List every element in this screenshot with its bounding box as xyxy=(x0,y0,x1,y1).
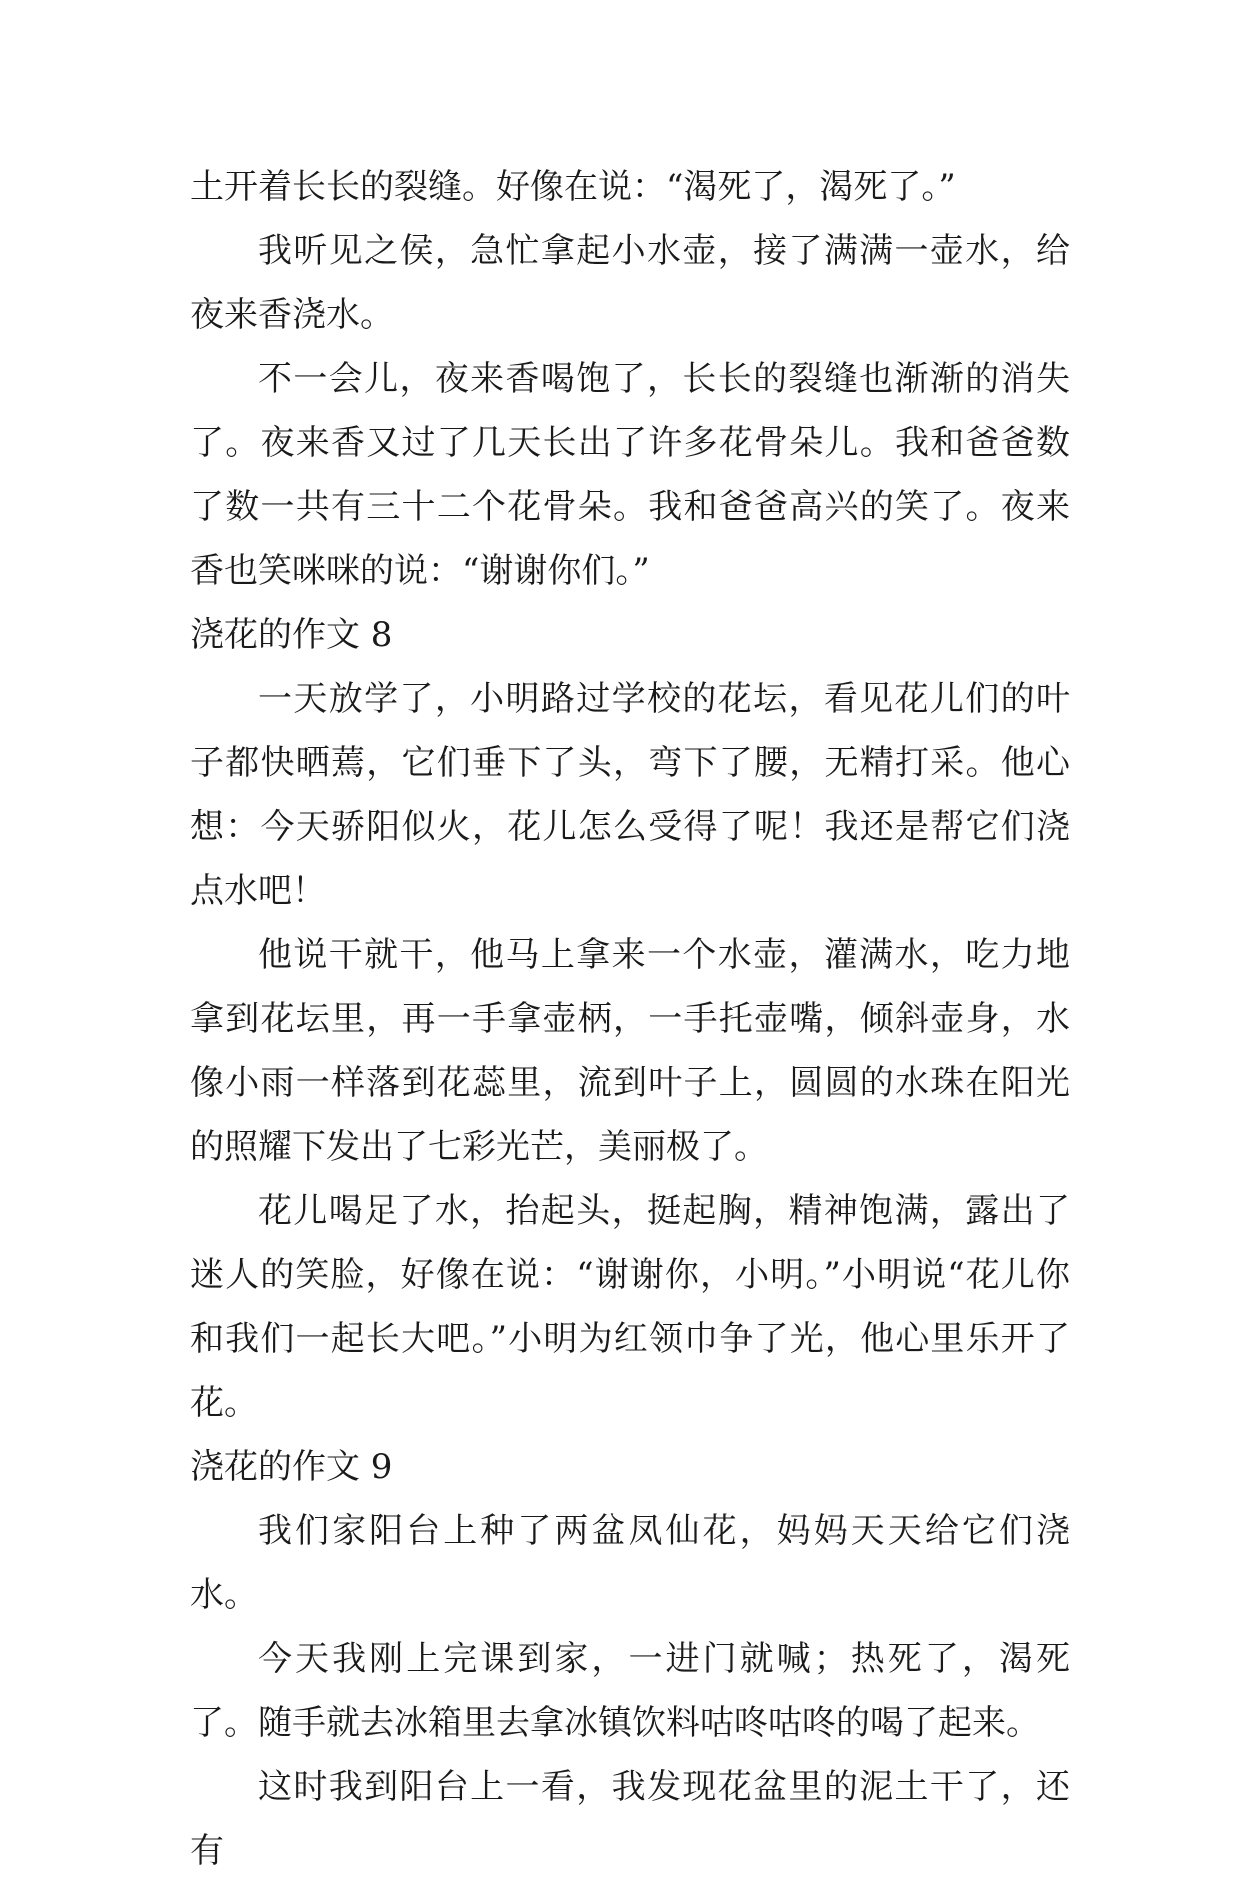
paragraph: 土开着长长的裂缝。好像在说：“渴死了，渴死了。” xyxy=(190,167,956,207)
paragraph: 我听见之侯，急忙拿起小水壶，接了满满一壶水，给夜来香浇水。 xyxy=(190,231,1070,335)
paragraph: 一天放学了，小明路过学校的花坛，看见花儿们的叶子都快晒蔫，它们垂下了头，弯下了腰，无精打采。他心想：今天骄阳似火，花儿怎么受得了呢！我还是帮它们浇点水吧！ xyxy=(190,679,1070,911)
section-heading: 浇花的作文 9 xyxy=(190,1447,393,1487)
paragraph: 他说干就干，他马上拿来一个水壶，灌满水，吃力地拿到花坛里，再一手拿壶柄，一手托壶嘴，倾斜壶身，水像小雨一样落到花蕊里，流到叶子上，圆圆的水珠在阳光的照耀下发出了七彩光芒，美丽极了。 xyxy=(190,935,1070,1167)
paragraph: 我们家阳台上种了两盆凤仙花，妈妈天天给它们浇水。 xyxy=(190,1511,1070,1615)
paragraph: 不一会儿，夜来香喝饱了，长长的裂缝也渐渐的消失了。夜来香又过了几天长出了许多花骨朵儿。我和爸爸数了数一共有三十二个花骨朵。我和爸爸高兴的笑了。夜来香也笑咪咪的说：“谢谢你们。” xyxy=(190,359,1070,591)
paragraph: 这时我到阳台上一看，我发现花盆里的泥土干了，还有 xyxy=(190,1767,1070,1871)
paragraph: 花儿喝足了水，抬起头，挺起胸，精神饱满，露出了迷人的笑脸，好像在说：“谢谢你，小明。”小明说“花儿你和我们一起长大吧。”小明为红领巾争了光，他心里乐开了花。 xyxy=(190,1191,1070,1423)
section-heading: 浇花的作文 8 xyxy=(190,615,393,655)
document-body xyxy=(190,155,1070,1883)
paragraph: 今天我刚上完课到家，一进门就喊；热死了，渴死了。随手就去冰箱里去拿冰镇饮料咕咚咕咚的喝了起来。 xyxy=(190,1639,1070,1743)
